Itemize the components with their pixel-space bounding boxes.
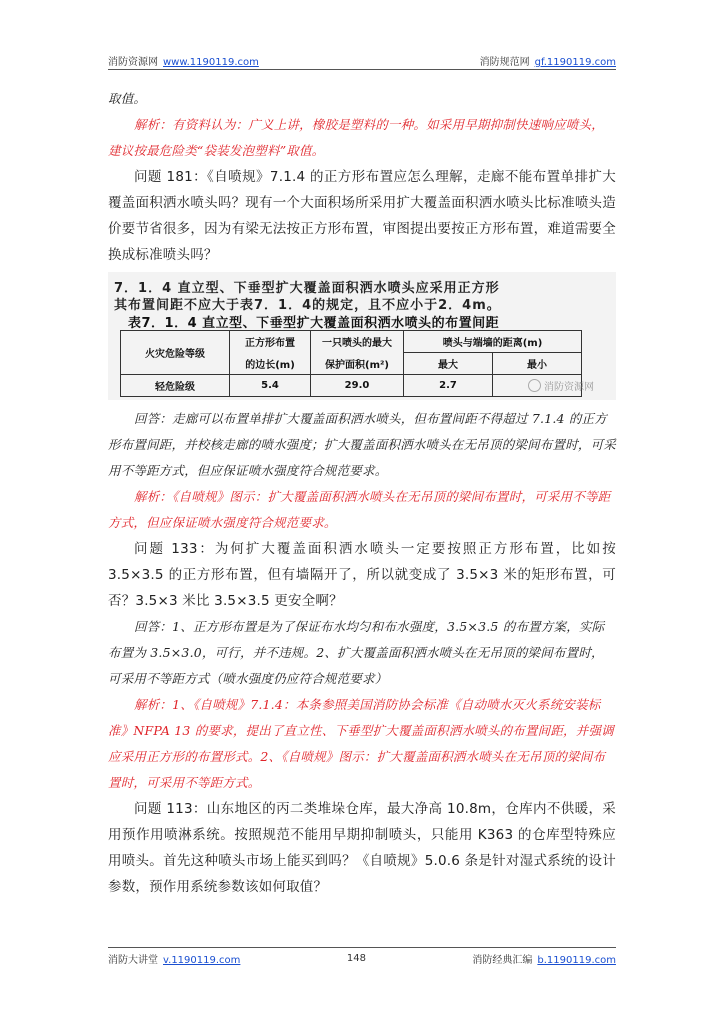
table-title: 表7．1．4 直立型、下垂型扩大覆盖面积洒水喷头的布置间距 bbox=[128, 316, 500, 331]
header-hazard: 火灾危险等级 bbox=[121, 331, 230, 375]
header-side-b: 的边长(m) bbox=[230, 353, 311, 375]
header-right-label: 消防规范网 bbox=[479, 56, 530, 68]
header-distance: 喷头与端墙的距离(m) bbox=[404, 331, 582, 353]
page-body bbox=[108, 86, 616, 900]
clause-figure bbox=[108, 272, 616, 400]
answer-133: 回答：1、正方形布置是为了保证布水均匀和布水强度，3.5×3.5 的布置方案，实际布置为 3.5×3.0，可行，并不违规。2、扩大覆盖面积洒水喷头在无吊顶的梁间布置时，可采用不等距方式（喷水强度仍应符合规范要求） bbox=[108, 619, 605, 686]
header-divider bbox=[108, 69, 616, 70]
row-side: 5.4 bbox=[230, 375, 311, 397]
header-left bbox=[108, 53, 259, 68]
analysis-133: 解析：1、《自喷规》7.1.4：本条参照美国消防协会标准《自动喷水灭火系统安装标准》NFPA 13 的要求，提出了直立性、下垂型扩大覆盖面积洒水喷头的布置间距，并强调应采用正方形的布置形式。2、《自喷规》图示：扩大覆盖面积洒水喷头在无吊顶的梁间布置时，可采用不等距方式。 bbox=[108, 697, 614, 790]
footer-right-label: 消防经典汇编 bbox=[472, 954, 533, 966]
analysis-rubber: 解析：有资料认为：广义上讲，橡胶是塑料的一种。如采用早期抑制快速响应喷头，建议按最危险类“袋装发泡塑料”取值。 bbox=[108, 117, 604, 158]
clause-line-2: 其布置间距不应大于表7．1．4的规定，且不应小于2．4m。 bbox=[114, 298, 501, 313]
row-hazard: 轻危险级 bbox=[121, 375, 230, 397]
analysis-181: 解析：《自喷规》图示：扩大覆盖面积洒水喷头在无吊顶的梁间布置时，可采用不等距方式，但应保证喷水强度符合规范要求。 bbox=[108, 489, 611, 530]
page-header bbox=[108, 52, 616, 68]
answer-181: 回答：走廊可以布置单排扩大覆盖面积洒水喷头，但布置间距不得超过 7.1.4 的正方形布置间距，并校核走廊的喷水强度；扩大覆盖面积洒水喷头在无吊顶的梁间布置时，可采用不等距方式，但应保证喷水强度符合规范要求。 bbox=[108, 411, 617, 478]
watermark bbox=[528, 378, 594, 393]
footer-right-link[interactable]: b.1190119.com bbox=[537, 954, 616, 966]
header-max: 最大 bbox=[404, 353, 493, 375]
page-number: 148 bbox=[346, 952, 366, 964]
clause-line-1: 7．1．4 直立型、下垂型扩大覆盖面积洒水喷头应采用正方形 bbox=[114, 281, 500, 296]
question-181: 问题 181：《自喷规》7.1.4 的正方形布置应怎么理解，走廊不能布置单排扩大覆盖面积洒水喷头吗？现有一个大面积场所采用扩大覆盖面积洒水喷头比标准喷头造价要节省很多，因为有梁无法按正方形布置，审图提出要按正方形布置，难道需要全换成标准喷头吗？ bbox=[108, 169, 616, 263]
row-area: 29.0 bbox=[311, 375, 404, 397]
row-max: 2.7 bbox=[404, 375, 493, 397]
header-left-link[interactable]: www.1190119.com bbox=[163, 56, 259, 68]
footer-left bbox=[108, 951, 240, 966]
header-side-a: 正方形布置 bbox=[230, 331, 311, 353]
paragraph-continuation: 取值。 bbox=[108, 91, 147, 106]
footer-left-label: 消防大讲堂 bbox=[108, 954, 158, 966]
question-133: 问题 133：为何扩大覆盖面积洒水喷头一定要按照正方形布置，比如按 3.5×3.5 的正方形布置，但有墙隔开了，所以就变成了 3.5×3 米的矩形布置，可否？3.5×3 米比 3.5×3.5 更安全啊？ bbox=[108, 541, 616, 609]
header-area-b: 保护面积(m²) bbox=[311, 353, 404, 375]
footer-right bbox=[472, 951, 616, 966]
footer-left-link[interactable]: v.1190119.com bbox=[163, 954, 241, 966]
header-area-a: 一只喷头的最大 bbox=[311, 331, 404, 353]
watermark-text: 消防资源网 bbox=[544, 382, 594, 393]
wechat-icon bbox=[528, 379, 541, 392]
header-left-label: 消防资源网 bbox=[108, 56, 158, 68]
header-min: 最小 bbox=[493, 353, 582, 375]
question-113: 问题 113：山东地区的丙二类堆垛仓库，最大净高 10.8m，仓库内不供暖，采用预作用喷淋系统。按照规范不能用早期抑制喷头，只能用 K363 的仓库型特殊应用喷头。首先这种喷头市场上能买到吗？《自喷规》5.0.6 条是针对湿式系统的设计参数，预作用系统参数该如何取值？ bbox=[108, 801, 616, 895]
footer-divider bbox=[108, 947, 616, 948]
header-right bbox=[480, 53, 616, 68]
page-footer bbox=[108, 950, 616, 966]
header-right-link[interactable]: gf.1190119.com bbox=[534, 56, 616, 68]
spacing-table bbox=[120, 330, 582, 397]
